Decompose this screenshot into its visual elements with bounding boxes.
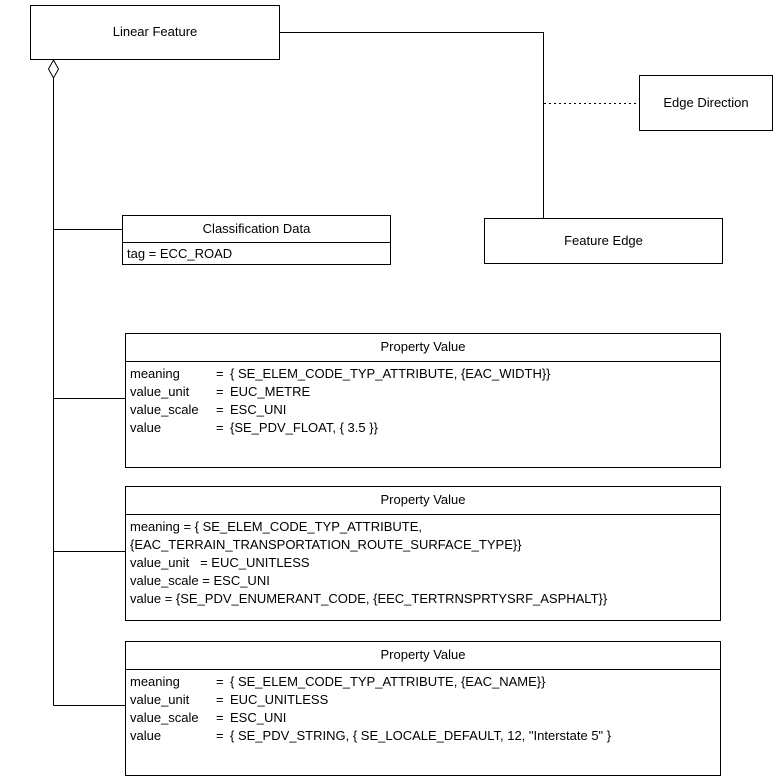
node-linear-feature-title: Linear Feature xyxy=(112,24,198,40)
attribute-row: meaning = { SE_ELEM_CODE_TYP_ATTRIBUTE, xyxy=(130,519,423,534)
attribute-key: value_scale xyxy=(130,402,199,417)
attribute-row xyxy=(130,401,720,419)
link-feature-edge xyxy=(280,33,544,219)
attribute-row: value_unit = EUC_UNITLESS xyxy=(130,555,310,570)
attribute-operator: = xyxy=(216,402,224,417)
attribute-row: value_scale = ESC_UNI xyxy=(130,573,270,588)
attribute-value: { SE_ELEM_CODE_TYP_ATTRIBUTE, {EAC_WIDTH}} xyxy=(230,366,551,381)
node-feature-edge-title: Feature Edge xyxy=(564,232,643,248)
classification-data-header xyxy=(123,216,390,242)
attribute-key: value_scale xyxy=(130,710,199,725)
attribute-key: meaning xyxy=(130,366,180,381)
node-classification-data-title: Classification Data xyxy=(202,220,311,236)
attribute-row: {EAC_TERRAIN_TRANSPORTATION_ROUTE_SURFACE_TYPE}} xyxy=(130,537,522,552)
attribute-key: meaning xyxy=(130,674,180,689)
attribute-row: value = {SE_PDV_ENUMERANT_CODE, {EEC_TERTRNSPRTYSRF_ASPHALT}} xyxy=(130,591,608,606)
node-edge-direction[interactable] xyxy=(639,75,773,131)
attribute-value: { SE_ELEM_CODE_TYP_ATTRIBUTE, {EAC_NAME}} xyxy=(230,674,546,689)
attribute-row xyxy=(130,709,720,727)
attribute-operator: = xyxy=(216,692,224,707)
aggregation-diamond-icon xyxy=(49,60,59,78)
attribute-row xyxy=(130,727,720,745)
attribute-key: value_unit xyxy=(130,692,190,707)
attribute-value: EUC_UNITLESS xyxy=(230,692,329,707)
node-property-value-2-title: Property Value xyxy=(380,492,466,508)
property-value-2-header xyxy=(126,487,720,514)
attribute-operator: = xyxy=(216,366,224,381)
classification-data-attribute-tag: tag = ECC_ROAD xyxy=(127,246,233,261)
node-property-value-1[interactable] xyxy=(125,333,721,468)
property-value-3-header xyxy=(126,642,720,669)
attribute-value: EUC_METRE xyxy=(230,384,311,399)
property-value-3-compartment xyxy=(126,669,720,748)
property-value-1-compartment xyxy=(126,361,720,440)
node-property-value-1-title: Property Value xyxy=(380,339,466,355)
attribute-value: { SE_PDV_STRING, { SE_LOCALE_DEFAULT, 12, "Interstate 5" } xyxy=(230,728,612,743)
node-property-value-2[interactable] xyxy=(125,486,721,621)
attribute-row xyxy=(130,691,720,709)
attribute-value: ESC_UNI xyxy=(230,710,287,725)
node-linear-feature[interactable] xyxy=(30,5,280,60)
attribute-row xyxy=(130,365,720,383)
node-edge-direction-title: Edge Direction xyxy=(663,94,749,110)
attribute-key: value_unit xyxy=(130,384,190,399)
attribute-row xyxy=(130,419,720,437)
property-value-2-compartment xyxy=(126,514,720,611)
attribute-operator: = xyxy=(216,710,224,725)
attribute-key: value xyxy=(130,420,162,435)
property-value-1-header xyxy=(126,334,720,361)
node-property-value-3[interactable] xyxy=(125,641,721,776)
classification-data-compartment xyxy=(123,242,390,265)
attribute-row xyxy=(130,673,720,691)
attribute-operator: = xyxy=(216,420,224,435)
attribute-operator: = xyxy=(216,728,224,743)
node-property-value-3-title: Property Value xyxy=(380,647,466,663)
attribute-value: {SE_PDV_FLOAT, { 3.5 }} xyxy=(230,420,378,435)
node-feature-edge[interactable] xyxy=(484,218,723,264)
attribute-value: ESC_UNI xyxy=(230,402,287,417)
attribute-row xyxy=(130,383,720,401)
attribute-key: value xyxy=(130,728,162,743)
attribute-operator: = xyxy=(216,384,224,399)
attribute-operator: = xyxy=(216,674,224,689)
node-classification-data[interactable] xyxy=(122,215,391,265)
